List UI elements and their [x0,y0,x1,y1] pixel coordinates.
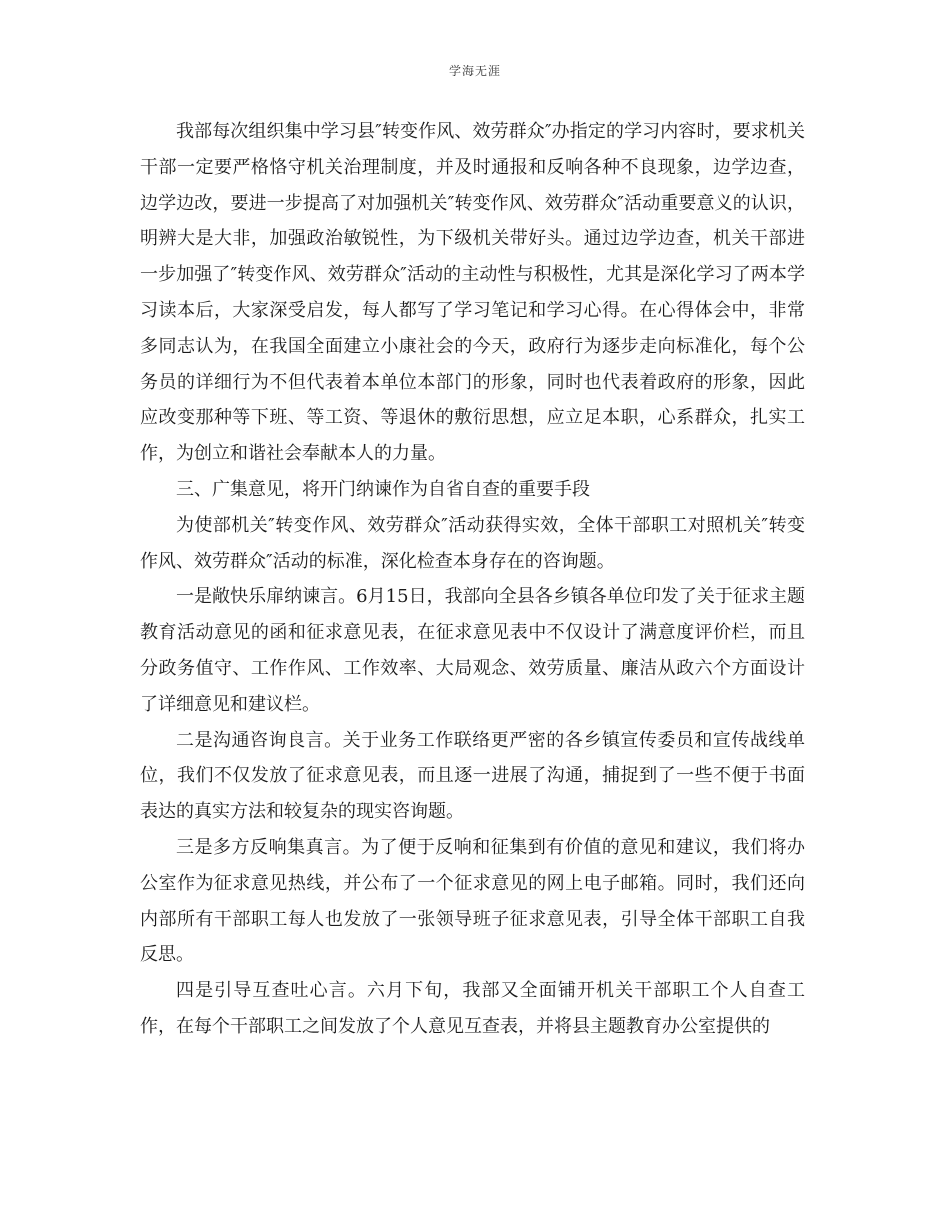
paragraph-intro-self-check: 为使部机关″转变作风、效劳群众″活动获得实效，全体干部职工对照机关″转变作风、效劳群众″活动的标准，深化检查本身存在的咨询题。 [140,514,805,572]
paragraph-study-summary: 我部每次组织集中学习县″转变作风、效劳群众″办指定的学习内容时，要求机关干部一定要严格恪守机关治理制度，并及时通报和反响各种不良现象，边学边查，边学边改，要进一步提高了对加强机关″转变作风、效劳群众″活动重要意义的认识，明辨大是大非，加强政治敏锐性，为下级机关带好头。通过边学边查，机关干部进一步加强了″转变作风、效劳群众″活动的主动性与积极性，尤其是深化学习了两本学习读本后，大家深受启发，每人都写了学习笔记和学习心得。在心得体会中，非常多同志认为，在我国全面建立小康社会的今天，政府行为逐步走向标准化，每个公务员的详细行为不但代表着本单位本部门的形象，同时也代表着政府的形象，因此应改变那种等下班、等工资、等退休的敷衍思想，应立足本职，心系群众，扎实工作，为创立和谐社会奉献本人的力量。 [140,121,805,465]
document-body [140,114,805,1045]
paragraph-point-two: 二是沟通咨询良言。关于业务工作联络更严密的各乡镇宣传委员和宣传战线单位，我们不仅发放了征求意见表，而且逐一进展了沟通，捕捉到了一些不便于书面表达的真实方法和较复杂的现实咨询题。 [140,729,805,823]
section-heading-collect-opinions: 三、广集意见，将开门纳谏作为自省自查的重要手段 [176,478,590,500]
page-header: 学海无涯 [448,64,501,78]
paragraph-point-four: 四是引导互查吐心言。六月下旬，我部又全面铺开机关干部职工个人自查工作，在每个干部职工之间发放了个人意见互查表，并将县主题教育办公室提供的 [140,980,805,1037]
paragraph-point-three: 三是多方反响集真言。为了便于反响和征集到有价值的意见和建议，我们将办公室作为征求意见热线，并公布了一个征求意见的网上电子邮箱。同时，我们还向内部所有干部职工每人也发放了一张领导班子征求意见表，引导全体干部职工自我反思。 [140,836,805,966]
paragraph-point-one: 一是敞快乐扉纳谏言。6月15日，我部向全县各乡镇各单位印发了关于征求主题教育活动意见的函和征求意见表，在征求意见表中不仅设计了满意度评价栏，而且分政务值守、工作作风、工作效率、大局观念、效劳质量、廉洁从政六个方面设计了详细意见和建议栏。 [140,586,805,715]
